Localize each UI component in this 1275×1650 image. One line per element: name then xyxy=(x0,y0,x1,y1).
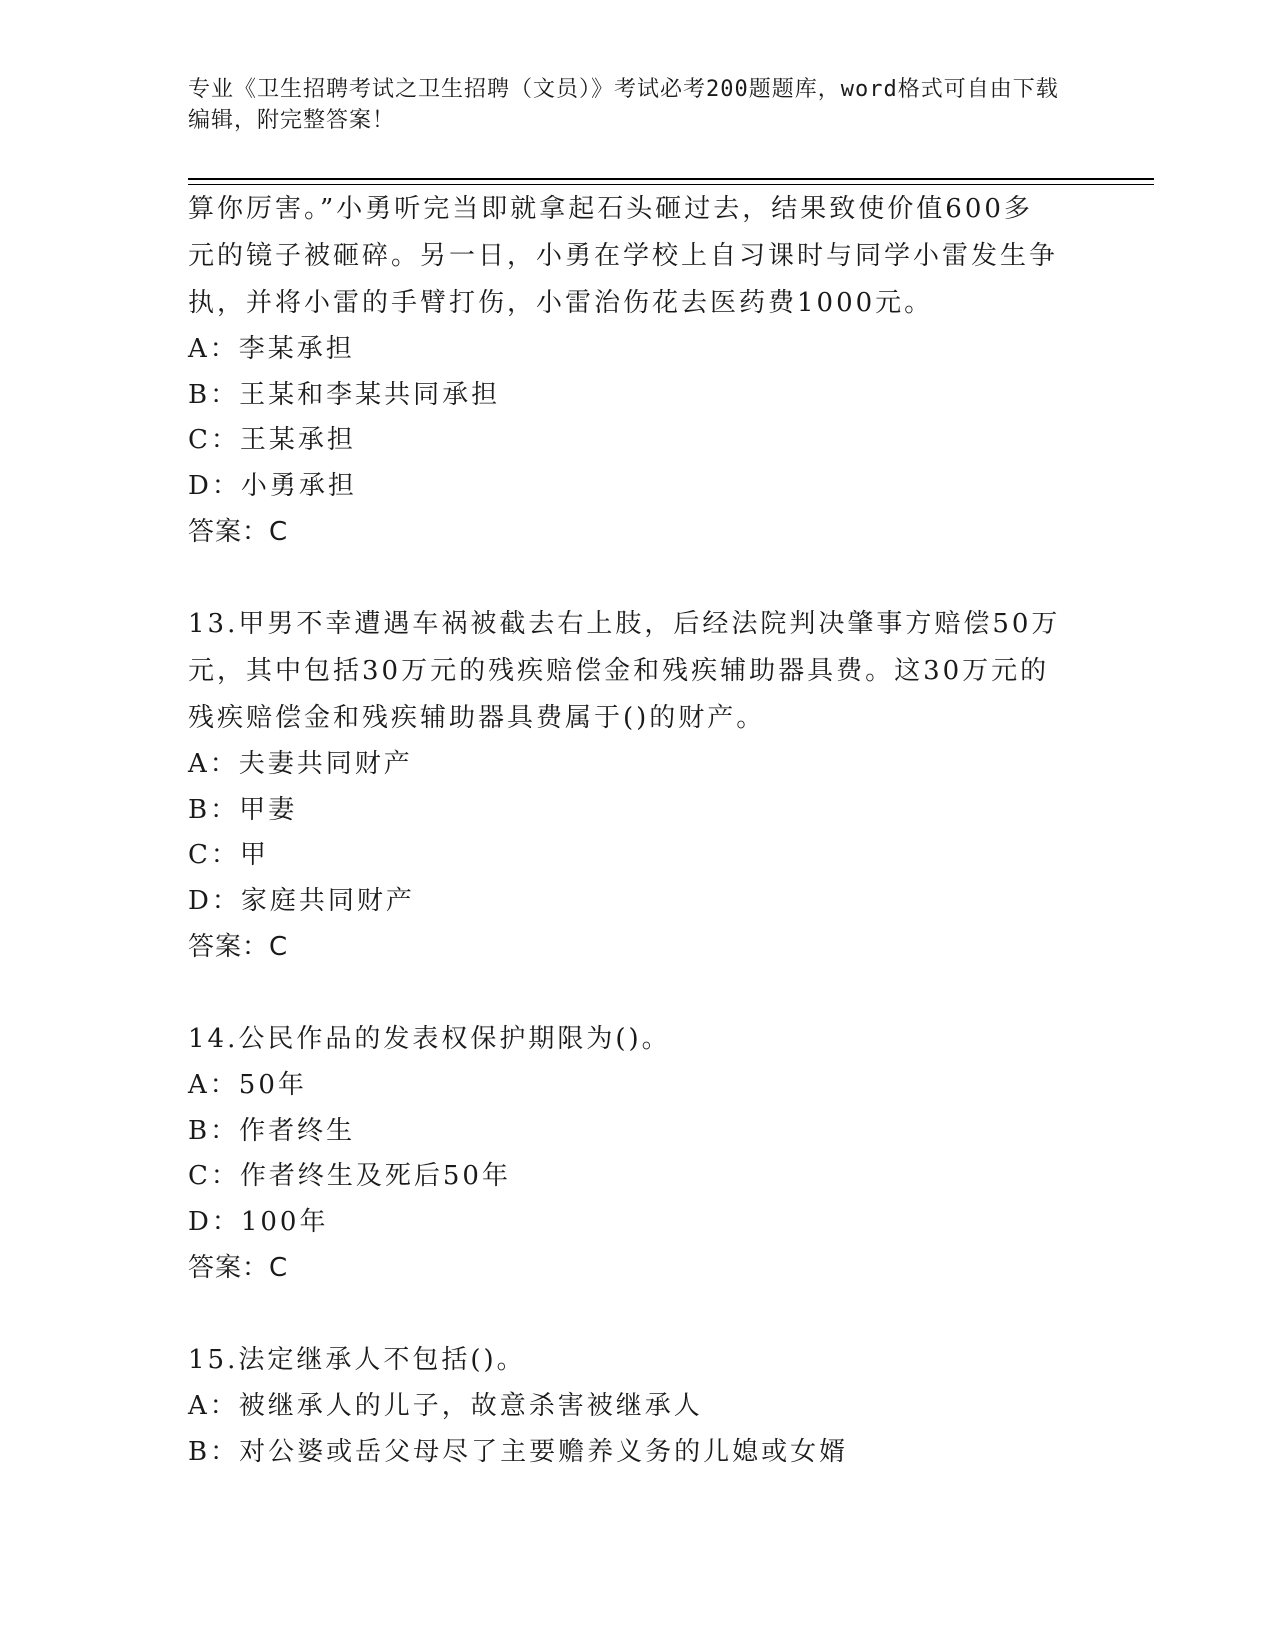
option-a: A：李某承担 xyxy=(188,334,355,364)
option-c: C：作者终生及死后50年 xyxy=(188,1161,511,1191)
option-d: D：家庭共同财产 xyxy=(188,885,415,916)
question-content xyxy=(188,186,1068,1475)
option-b: B：对公婆或岳父母尽了主要赡养义务的儿媳或女婿 xyxy=(188,1436,849,1467)
question-block-12 xyxy=(188,186,1068,555)
question-block-15 xyxy=(188,1337,1068,1475)
option-b: B：王某和李某共同承担 xyxy=(188,379,501,410)
header-rule-thin xyxy=(188,184,1154,185)
option-d: D：100年 xyxy=(188,1206,329,1237)
question-block-14 xyxy=(188,1016,1068,1291)
header-title: 专业《卫生招聘考试之卫生招聘（文员）》考试必考200题题库，word格式可自由下载编辑，附完整答案！ xyxy=(188,77,1059,133)
option-a: A：被继承人的儿子，故意杀害被继承人 xyxy=(188,1391,703,1421)
header-rule-thick xyxy=(188,178,1154,180)
spacer xyxy=(188,970,1068,1016)
question-text-line: 算你厉害。”小勇听完当即就拿起石头砸过去，结果致使价值600多 xyxy=(188,194,1033,224)
spacer xyxy=(188,1291,1068,1337)
question-text-line: 15.法定继承人不包括()。 xyxy=(188,1345,526,1375)
question-text-line: 13.甲男不幸遭遇车祸被截去右上肢，后经法院判决肇事方赔偿50万 xyxy=(188,609,1061,639)
option-c: C：王某承担 xyxy=(188,425,356,455)
answer-line: 答案：C xyxy=(188,517,289,547)
answer-line: 答案：C xyxy=(188,1253,289,1283)
option-b: B：甲妻 xyxy=(188,794,298,825)
question-text-line: 14.公民作品的发表权保护期限为()。 xyxy=(188,1024,671,1054)
question-text-line: 元的镜子被砸碎。另一日，小勇在学校上自习课时与同学小雷发生争 xyxy=(188,241,1059,271)
question-block-13 xyxy=(188,601,1068,970)
answer-line: 答案：C xyxy=(188,932,289,962)
option-d: D：小勇承担 xyxy=(188,470,357,501)
question-text-line: 残疾赔偿金和残疾辅助器具费属于()的财产。 xyxy=(188,703,766,733)
option-a: A：夫妻共同财产 xyxy=(188,749,413,779)
option-a: A：50年 xyxy=(188,1070,307,1100)
option-b: B：作者终生 xyxy=(188,1115,356,1146)
spacer xyxy=(188,555,1068,601)
option-c: C：甲 xyxy=(188,840,269,870)
question-text-line: 元，其中包括30万元的残疾赔偿金和残疾辅助器具费。这30万元的 xyxy=(188,656,1050,686)
question-text-line: 执，并将小雷的手臂打伤，小雷治伤花去医药费1000元。 xyxy=(188,288,934,318)
document-header xyxy=(188,74,1068,136)
